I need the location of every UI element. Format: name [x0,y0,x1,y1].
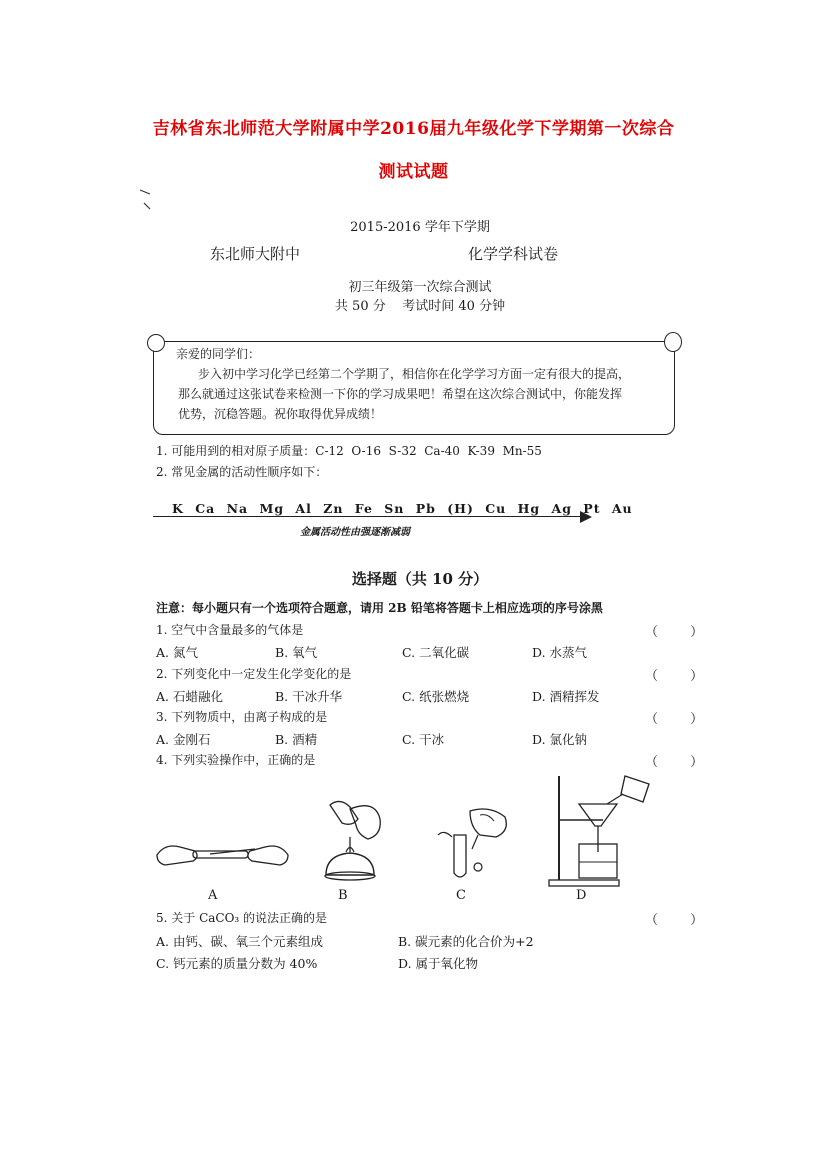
lab-figure-a-icon [155,825,290,880]
q5-option-c: C. 钙元素的质量分数为 40% [156,956,318,971]
q3-answer-paren: （ ） [645,712,718,727]
scan-mark-icon [140,185,160,215]
q4-stem: 4. 下列实验操作中，正确的是 [156,753,316,767]
q2-option-a: A. 石蜡融化 [156,689,223,704]
section-title: 选择题（共 10 分） [351,570,489,588]
q3-option-d: D. 氯化钠 [532,732,588,747]
scanned-exam-page [140,185,718,985]
exam-test-name: 初三年级第一次综合测试 [348,280,492,295]
greeting-line3: 优势，沉稳答题。祝你取得优异成绩！ [178,407,383,421]
note-atomic-masses: 1. 可能用到的相对原子质量：C-12 O-16 S-32 Ca-40 K-39 Mn-55 [156,444,542,458]
q1-option-b: B. 氧气 [275,645,318,660]
q2-option-d: D. 酒精挥发 [532,689,600,704]
q4-option-b: B [338,888,348,903]
note-activity-series: 2. 常见金属的活动性顺序如下： [156,465,328,479]
q1-answer-paren: （ ） [645,625,718,640]
document-title-line1: 吉林省东北师范大学附属中学2016届九年级化学下学期第一次综合 [152,119,675,139]
q4-option-c: C [456,888,466,903]
q4-answer-paren: （ ） [645,755,718,770]
arrow-right-icon [580,511,592,523]
q2-stem: 2. 下列变化中一定发生化学变化的是 [156,667,352,681]
q5-option-a: A. 由钙、碳、氧三个元素组成 [156,934,323,949]
q1-option-c: C. 二氧化碳 [402,645,470,660]
q4-option-a: A [208,888,218,903]
section-notice: 注意：每小题只有一个选项符合题意，请用 2B 铅笔将答题卡上相应选项的序号涂黑 [156,601,603,615]
q5-option-d: D. 属于氧化物 [398,956,479,971]
exam-subject: 化学学科试卷 [468,245,559,263]
lab-figure-d-icon [545,770,655,890]
q1-stem: 1. 空气中含量最多的气体是 [156,623,304,637]
q3-stem: 3. 下列物质中，由离子构成的是 [156,710,328,724]
q5-answer-paren: （ ） [645,913,718,928]
q5-option-b: B. 碳元素的化合价为+2 [398,934,534,949]
activity-arrow-line [153,516,583,517]
exam-score-time: 共 50 分 考试时间 40 分钟 [334,299,506,314]
exam-term: 2015-2016 学年下学期 [350,220,490,235]
activity-arrow-caption: 金属活动性由强逐渐减弱 [300,527,410,538]
greeting-line1: 步入初中学习化学已经第二个学期了，相信你在化学学习方面一定有很大的提高， [198,367,631,381]
q2-option-b: B. 干冰升华 [275,689,343,704]
q1-option-a: A. 氮气 [156,645,198,660]
q2-answer-paren: （ ） [645,669,718,684]
q5-stem: 5. 关于 CaCO₃ 的说法正确的是 [156,911,328,925]
q4-option-d: D [576,888,587,903]
lab-figure-c-icon [430,805,515,885]
q3-option-a: A. 金刚石 [156,732,211,747]
exam-school: 东北师大附中 [210,245,301,263]
greeting-salutation: 亲爱的同学们： [176,347,261,361]
lab-figure-b-icon [320,797,410,887]
q3-option-b: B. 酒精 [275,732,318,747]
q1-option-d: D. 水蒸气 [532,645,588,660]
document-title-line2: 测试试题 [378,162,449,182]
metal-activity-series: K Ca Na Mg Al Zn Fe Sn Pb (H) Cu Hg Ag Pt Au [172,501,633,516]
q3-option-c: C. 干冰 [402,732,445,747]
q2-option-c: C. 纸张燃烧 [402,689,470,704]
greeting-line2: 那么就通过这张试卷来检测一下你的学习成果吧！希望在这次综合测试中，你能发挥 [178,387,623,401]
